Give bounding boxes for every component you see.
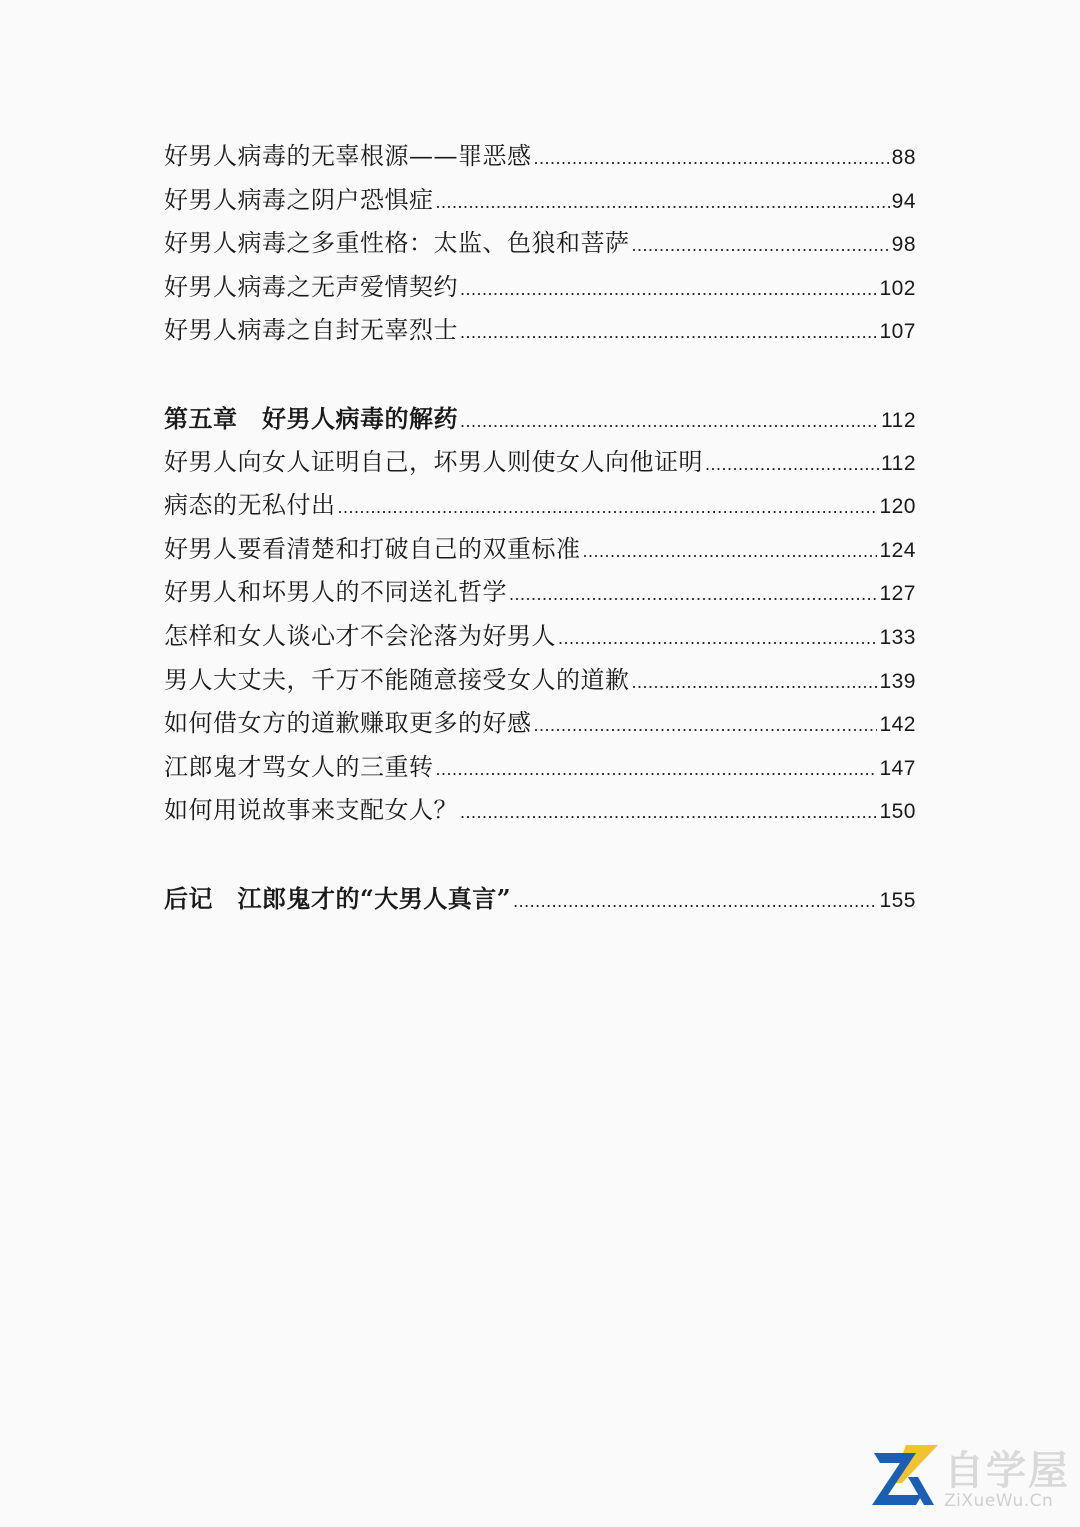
- toc-entry[interactable]: [164, 266, 916, 310]
- toc-entry-page: 94: [891, 189, 916, 213]
- toc-entry-title: 好男人病毒的无辜根源——罪恶感: [164, 142, 532, 170]
- toc-entry[interactable]: [164, 135, 916, 179]
- toc-entry-title: 好男人向女人证明自己，坏男人则使女人向他证明: [164, 447, 703, 476]
- toc-entry-title: 好男人和坏男人的不同送礼哲学: [164, 578, 507, 607]
- toc-entry-page: 127: [879, 582, 916, 606]
- toc-entry-title: 好男人病毒之阴户恐惧症: [164, 185, 434, 214]
- dot-leader: [460, 791, 877, 835]
- toc-entry-title: 如何借女方的道歉赚取更多的好感: [164, 709, 532, 738]
- section-spacer: [164, 833, 916, 877]
- toc-section-2: [164, 397, 916, 833]
- toc-entry-title: 好男人病毒之自封无辜烈士: [164, 316, 458, 345]
- dot-leader: [632, 661, 878, 705]
- dot-leader: [436, 181, 890, 225]
- dot-leader: [583, 530, 878, 574]
- toc-entry[interactable]: [164, 746, 916, 790]
- dot-leader: [460, 400, 879, 444]
- toc-entry-page: 150: [879, 800, 916, 824]
- toc-afterword[interactable]: [164, 877, 916, 921]
- dot-leader: [513, 880, 877, 924]
- toc-section-3: [164, 877, 916, 921]
- watermark-domain: ZiXueWu.Cn: [944, 1491, 1054, 1511]
- watermark-logo: [872, 1439, 1076, 1521]
- dot-leader: [436, 748, 878, 792]
- toc-entry-page: 98: [891, 233, 916, 257]
- toc-entry-page: 102: [879, 276, 916, 300]
- toc-entry-page: 107: [879, 320, 916, 344]
- toc-entry-page: 88: [891, 146, 916, 169]
- chapter-title: 第五章 好男人病毒的解药: [164, 403, 458, 433]
- toc-entry-title: 江郎鬼才骂女人的三重转: [164, 752, 434, 781]
- toc-entry[interactable]: [164, 615, 916, 659]
- toc-entry-title: 好男人病毒之多重性格：太监、色狼和菩萨: [164, 229, 630, 258]
- watermark-brand: 自学屋: [944, 1448, 1070, 1494]
- toc-entry-title: 好男人病毒之无声爱情契约: [164, 272, 458, 301]
- toc-entry[interactable]: [164, 789, 916, 833]
- toc-entry-page: 112: [881, 451, 916, 475]
- toc-entry-title: 怎样和女人谈心才不会沦落为好男人: [164, 621, 556, 650]
- dot-leader: [460, 311, 877, 355]
- toc-entry[interactable]: [164, 528, 916, 572]
- toc-entry[interactable]: [164, 441, 916, 485]
- toc-entry-page: 133: [879, 625, 916, 649]
- dot-leader: [460, 268, 877, 312]
- dot-leader: [705, 443, 879, 487]
- dot-leader: [558, 617, 877, 661]
- afterword-title: 后记 江郎鬼才的“大男人真言”: [164, 883, 512, 913]
- toc-entry-title: 男人大丈夫，千万不能随意接受女人的道歉: [164, 665, 630, 694]
- toc-entry[interactable]: [164, 222, 916, 266]
- table-of-contents: [164, 135, 916, 921]
- toc-entry-page: 139: [879, 669, 916, 693]
- toc-chapter-heading[interactable]: [164, 397, 916, 441]
- toc-entry-page: 124: [879, 538, 916, 562]
- zx-logo-icon: [872, 1443, 940, 1507]
- toc-entry[interactable]: [164, 702, 916, 746]
- toc-entry[interactable]: [164, 309, 916, 353]
- dot-leader: [534, 137, 890, 181]
- toc-entry[interactable]: [164, 571, 916, 615]
- dot-leader: [509, 573, 877, 617]
- toc-entry[interactable]: [164, 179, 916, 223]
- afterword-page: 155: [879, 888, 916, 912]
- toc-entry-title: 病态的无私付出: [164, 491, 336, 520]
- toc-entry-page: 142: [879, 713, 916, 737]
- dot-leader: [534, 704, 878, 748]
- chapter-page: 112: [881, 408, 916, 432]
- toc-entry-page: 120: [879, 495, 916, 519]
- toc-entry-title: 好男人要看清楚和打破自己的双重标准: [164, 534, 581, 563]
- toc-entry[interactable]: [164, 659, 916, 703]
- dot-leader: [632, 224, 890, 268]
- dot-leader: [338, 486, 878, 530]
- toc-entry-page: 147: [879, 756, 916, 780]
- toc-entry-title: 如何用说故事来支配女人？: [164, 796, 458, 825]
- toc-entry[interactable]: [164, 484, 916, 528]
- section-spacer: [164, 353, 916, 397]
- toc-section-1: [164, 135, 916, 353]
